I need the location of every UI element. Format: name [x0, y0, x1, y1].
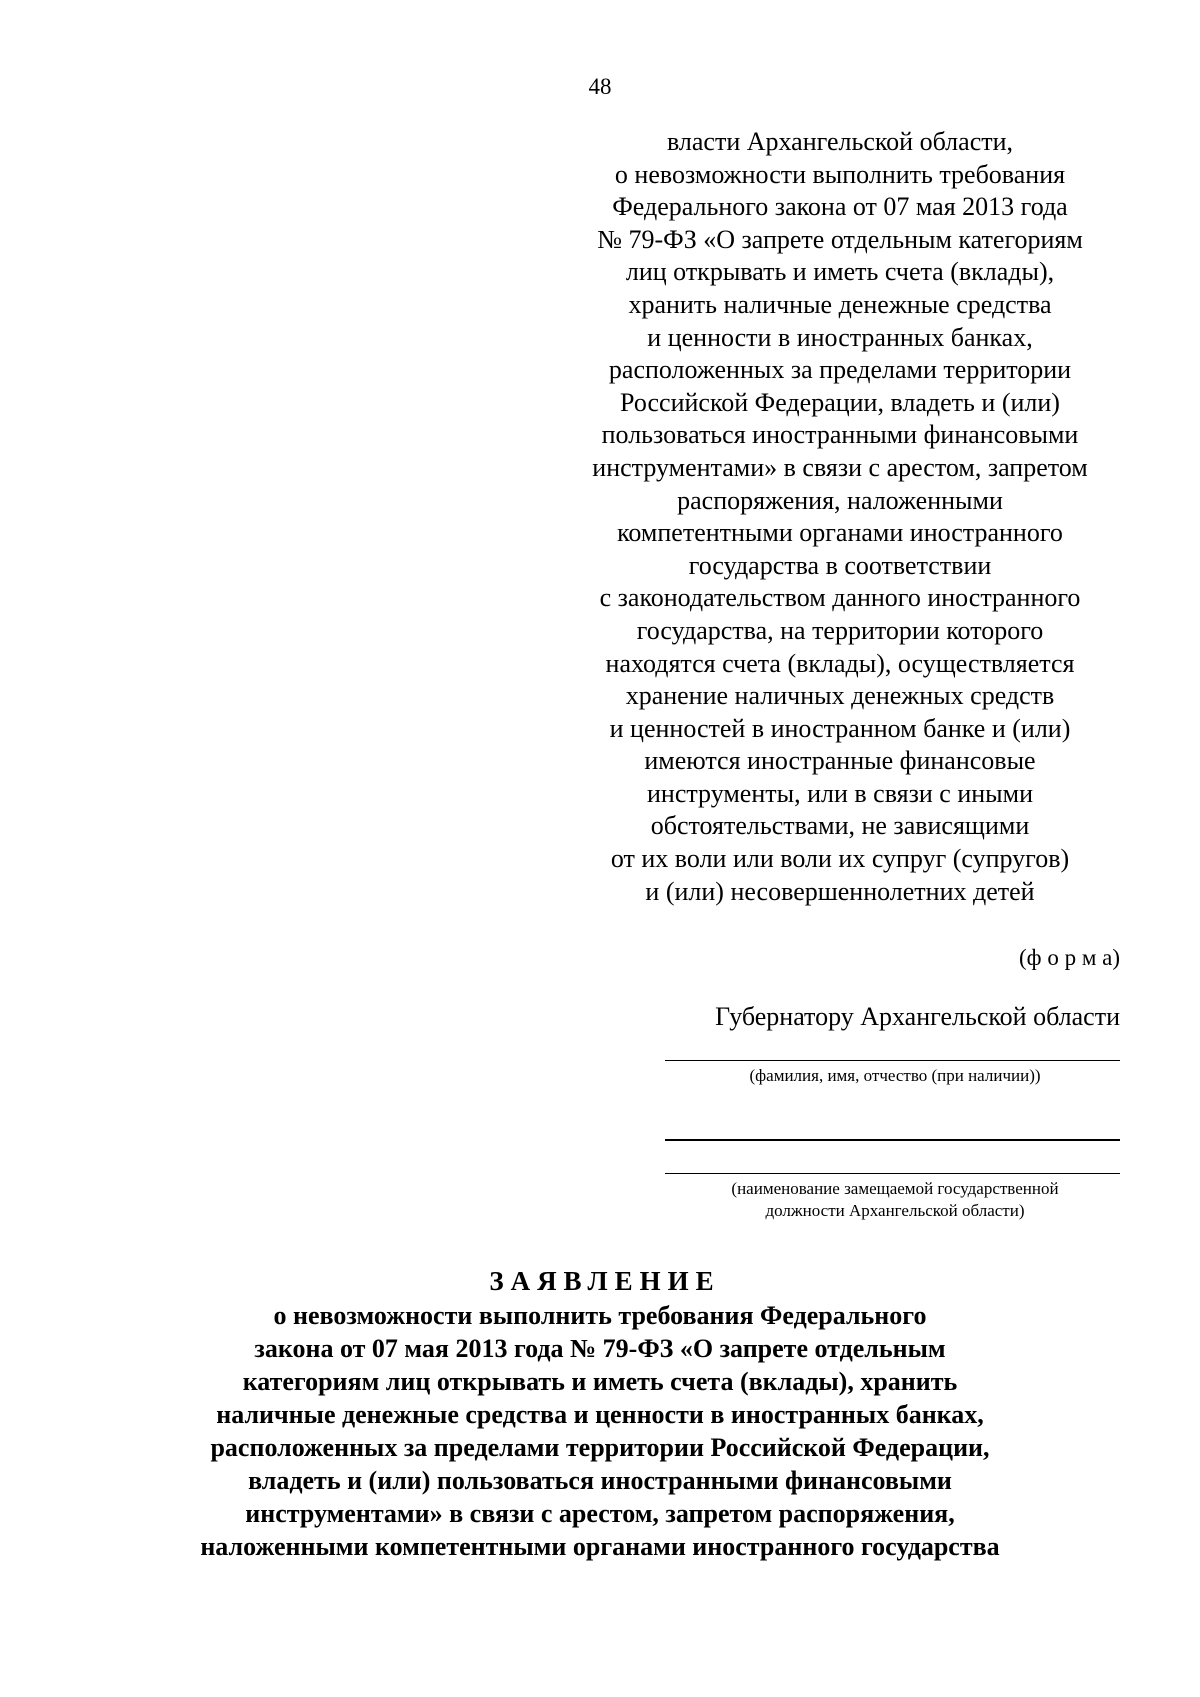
preamble-line: обстоятельствами, не зависящими [650, 811, 1030, 841]
preamble-line: от их воли или воли их супруг (супругов) [610, 844, 1070, 874]
statement-title: ЗАЯВЛЕНИЕ [489, 1266, 721, 1296]
statement-heading [0, 1263, 1200, 1563]
form-preamble [555, 126, 1125, 908]
preamble-line: Российской Федерации, владеть и (или) [620, 387, 1060, 417]
preamble-line: находятся счета (вклады), осуществляется [605, 648, 1075, 678]
addressee-title: Губернатору Архангельской области [715, 1002, 1120, 1031]
heading-line: о невозможности выполнить требования Федерального [273, 1301, 927, 1330]
position-field-line-2 [665, 1173, 1120, 1174]
heading-line: инструментами» в связи с арестом, запретом распоряжения, [245, 1499, 955, 1528]
heading-line: категориям лиц открывать и иметь счета (вклады), хранить [242, 1367, 958, 1396]
heading-line: владеть и (или) пользоваться иностранными финансовыми [248, 1466, 952, 1495]
preamble-line: хранение наличных денежных средств [625, 681, 1055, 711]
preamble-line: Федерального закона от 07 мая 2013 года [612, 192, 1068, 222]
preamble-line: государства в соответствии [688, 550, 992, 580]
name-field-line [665, 1060, 1120, 1061]
form-label: (ф о р м а) [1019, 945, 1120, 970]
preamble-line: расположенных за пределами территории [608, 355, 1072, 385]
heading-line: наложенными компетентными органами иностранного государства [200, 1532, 1000, 1561]
heading-line: наличные денежные средства и ценности в иностранных банках, [216, 1400, 984, 1429]
statement-subject [0, 1299, 1200, 1563]
preamble-line: № 79-ФЗ «О запрете отдельным категориям [597, 224, 1083, 254]
preamble-line: и (или) несовершеннолетних детей [645, 876, 1035, 906]
preamble-line: пользоваться иностранными финансовыми [601, 420, 1079, 450]
addressee-block [660, 1000, 1120, 1222]
preamble-line: инструменты, или в связи с иными [646, 778, 1033, 808]
heading-line: закона от 07 мая 2013 года № 79-ФЗ «О запрете отдельным [254, 1334, 946, 1363]
position-field-line [665, 1139, 1120, 1141]
position-hint-line: (наименование замещаемой государственной [731, 1179, 1059, 1198]
preamble-line: лиц открывать и иметь счета (вклады), [625, 257, 1055, 287]
preamble-line: власти Архангельской области, [666, 127, 1014, 156]
name-field-hint: (фамилия, имя, отчество (при наличии)) [749, 1066, 1041, 1085]
page-number: 48 [588, 74, 612, 99]
preamble-line: государства, на территории которого [636, 615, 1044, 645]
preamble-line: имеются иностранные финансовые [644, 746, 1036, 776]
preamble-line: и ценности в иностранных банках, [647, 322, 1033, 352]
preamble-line: компетентными органами иностранного [617, 518, 1063, 548]
position-field-hint [660, 1178, 1125, 1222]
preamble-line: инструментами» в связи с арестом, запретом [592, 452, 1088, 482]
position-hint-line: должности Архангельской области) [765, 1201, 1025, 1220]
preamble-line: распоряжения, наложенными [677, 485, 1003, 515]
preamble-line: о невозможности выполнить требования [614, 159, 1066, 189]
preamble-line: с законодательством данного иностранного [599, 583, 1081, 613]
heading-line: расположенных за пределами территории Российской Федерации, [210, 1433, 990, 1462]
preamble-line: и ценностей в иностранном банке и (или) [609, 713, 1071, 743]
preamble-line: хранить наличные денежные средства [628, 289, 1052, 319]
